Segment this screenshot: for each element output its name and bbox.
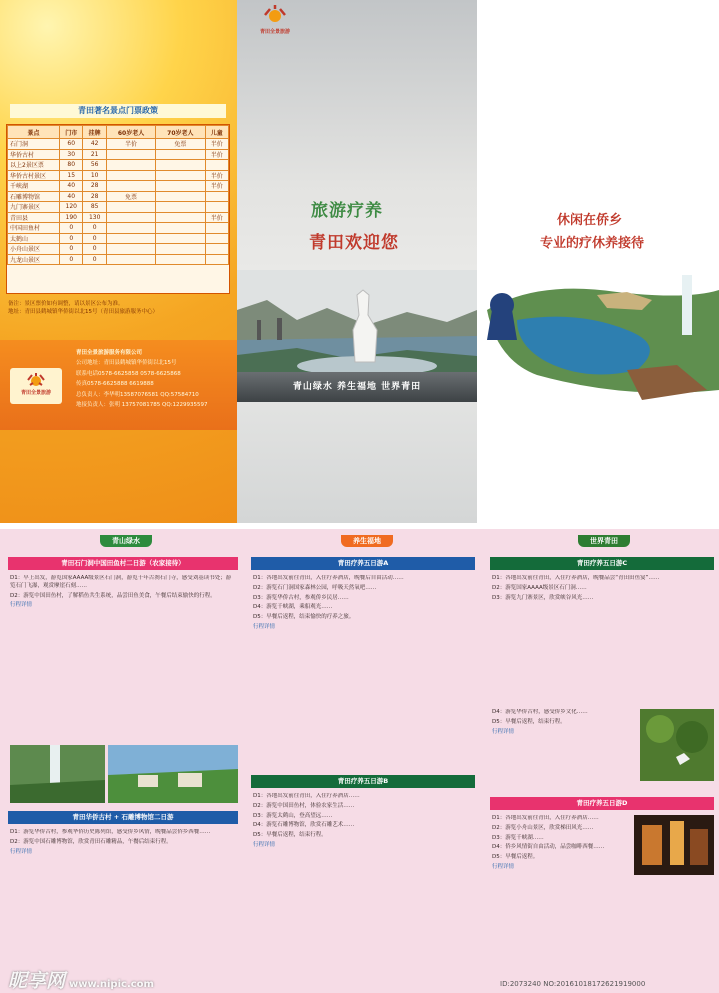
white-slogan-2: 专业的疗休养接待 xyxy=(540,236,645,251)
price-row xyxy=(8,181,229,192)
sun-logo-icon xyxy=(262,4,288,26)
image-id: ID:2073240 NO:20161018172621919000 xyxy=(500,980,646,988)
contact-line: 地接负责人：张明 13757081785 QQ:1229935597 xyxy=(76,402,208,409)
price-cell xyxy=(156,212,205,223)
price-cell: 中国田鱼村 xyxy=(8,223,60,234)
price-row xyxy=(8,212,229,223)
price-cell: 40 xyxy=(60,181,83,192)
price-cell: 0 xyxy=(83,223,106,234)
price-cell: 30 xyxy=(60,149,83,160)
price-cell: 0 xyxy=(83,244,106,255)
route-title: 青田疗养五日游D xyxy=(490,797,714,810)
route-title: 青田疗养五日游B xyxy=(251,775,475,788)
price-table-header xyxy=(8,126,229,139)
price-cell xyxy=(156,160,205,171)
price-header-cell: 门市 xyxy=(60,126,83,139)
contact-line: 总负责人：李华明13587076581 QQ:57584710 xyxy=(76,391,199,398)
route-title: 青田疗养五日游C xyxy=(490,557,714,570)
price-cell: 0 xyxy=(83,254,106,265)
price-row xyxy=(8,149,229,160)
route-paragraph: D3：游览千峡湖…… xyxy=(492,834,544,841)
cover-logo-text: 青田全景旅游 xyxy=(259,29,290,35)
price-cell xyxy=(106,244,155,255)
price-cell xyxy=(156,254,205,265)
price-note: 备注：景区票价如有调整，请以景区公布为准。 xyxy=(8,301,124,307)
price-table xyxy=(7,125,229,265)
price-cell xyxy=(156,181,205,192)
route-detail-link[interactable]: 行程详情 xyxy=(10,848,33,855)
sun-logo-icon xyxy=(26,371,46,389)
price-cell: 40 xyxy=(60,191,83,202)
price-cell xyxy=(205,254,229,265)
itinerary-column-3 xyxy=(482,529,719,993)
price-row xyxy=(8,191,229,202)
route-text xyxy=(253,575,475,765)
route-paragraph: D4：游览华侨古村，感受侨乡文化…… xyxy=(492,709,588,715)
price-cell xyxy=(106,149,155,160)
price-cell: 15 xyxy=(60,170,83,181)
price-cell xyxy=(106,233,155,244)
price-cell xyxy=(156,170,205,181)
company-logo xyxy=(10,368,62,404)
price-row xyxy=(8,244,229,255)
route-text xyxy=(492,575,712,705)
price-cell: 10 xyxy=(83,170,106,181)
price-cell xyxy=(156,233,205,244)
route-text xyxy=(492,709,636,789)
price-cell: 0 xyxy=(60,233,83,244)
price-header-cell: 景点 xyxy=(8,126,60,139)
route-paragraph: D4：侨乡风情街自由活动，品尝咖啡西餐…… xyxy=(492,844,605,851)
price-cell: 免票 xyxy=(156,139,205,150)
price-cell xyxy=(106,254,155,265)
price-cell: 0 xyxy=(60,244,83,255)
price-header-cell: 70岁老人 xyxy=(156,126,205,139)
route-text xyxy=(492,815,630,975)
route-detail-link[interactable]: 行程详情 xyxy=(253,623,276,630)
route-paragraph: D2：游览中国石雕博物馆，欣赏青田石雕精品，午餐后结束行程。 xyxy=(10,838,172,845)
price-cell: 半价 xyxy=(205,181,229,192)
price-cell: 华侨古村景区 xyxy=(8,170,60,181)
price-row xyxy=(8,254,229,265)
route-text xyxy=(10,829,236,979)
price-cell: 0 xyxy=(60,223,83,234)
price-cell xyxy=(106,223,155,234)
price-cell: 21 xyxy=(83,149,106,160)
cover-logo xyxy=(255,4,295,44)
price-row xyxy=(8,223,229,234)
price-title: 青田著名景点门票政策 xyxy=(10,104,226,118)
route-paragraph: D2：游览石门洞国家森林公园，呼吸天然氧吧…… xyxy=(253,584,377,591)
price-cell: 九龙山景区 xyxy=(8,254,60,265)
price-cell: 小舟山景区 xyxy=(8,244,60,255)
price-cell: 85 xyxy=(83,202,106,213)
contact-line: 传真0578-6625888 6619888 xyxy=(76,381,154,388)
route-paragraph: D1：各地出发前往青田，入住疗养酒店，晚餐品尝“青田田鱼宴”…… xyxy=(492,575,660,581)
cover-slogan-2: 青田欢迎您 xyxy=(309,233,399,253)
route-paragraph: D5：早餐后返程，结束行程。 xyxy=(253,832,327,839)
white-panel xyxy=(477,0,719,523)
price-cell: 0 xyxy=(83,233,106,244)
price-cell xyxy=(106,181,155,192)
price-cell: 以上2景区票 xyxy=(8,160,60,171)
price-cell xyxy=(156,223,205,234)
company-name: 青田全景旅游服务有限公司 xyxy=(76,350,143,356)
watermark xyxy=(8,966,154,993)
route-paragraph: D2：游览中国田鱼村，体验农家生活…… xyxy=(253,802,355,809)
price-cell xyxy=(106,202,155,213)
night-street-photo xyxy=(634,815,714,875)
price-cell: 华侨古村 xyxy=(8,149,60,160)
price-row xyxy=(8,202,229,213)
column-tab: 世界青田 xyxy=(578,535,630,547)
village-photo xyxy=(108,745,238,803)
price-cell: 80 xyxy=(60,160,83,171)
price-row xyxy=(8,233,229,244)
price-cell xyxy=(205,160,229,171)
price-cell: 九门寨景区 xyxy=(8,202,60,213)
route-paragraph: D2：游览国家AAAA级景区石门洞…… xyxy=(492,584,587,591)
column-tab: 养生福地 xyxy=(341,535,393,547)
route-detail-link[interactable]: 行程详情 xyxy=(492,863,515,870)
itinerary-column-2 xyxy=(245,529,482,993)
price-row xyxy=(8,160,229,171)
price-cell: 130 xyxy=(83,212,106,223)
price-cell xyxy=(205,191,229,202)
route-paragraph: D1：各地出发前往青田，入住疗养酒店，晚餐后自由活动…… xyxy=(253,575,404,581)
price-cell xyxy=(106,160,155,171)
route-paragraph: D1：各地出发前往青田，入住疗养酒店…… xyxy=(492,815,599,821)
price-header-cell: 挂牌 xyxy=(83,126,106,139)
price-cell xyxy=(156,149,205,160)
route-title: 青田疗养五日游A xyxy=(251,557,475,570)
price-cell: 太鹤山 xyxy=(8,233,60,244)
price-cell xyxy=(205,202,229,213)
route-paragraph: D5：早餐后返程。 xyxy=(492,854,539,861)
price-cell: 半价 xyxy=(205,170,229,181)
price-row xyxy=(8,139,229,150)
price-cell: 28 xyxy=(83,181,106,192)
route-title: 青田华侨古村 + 石雕博物馆二日游 xyxy=(8,811,238,824)
price-row xyxy=(8,170,229,181)
price-cell: 190 xyxy=(60,212,83,223)
route-paragraph: D4：游览千峡湖，乘船观光…… xyxy=(253,604,333,611)
orange-panel xyxy=(0,0,237,523)
route-paragraph: D3：游览太鹤山，登高望远…… xyxy=(253,812,333,819)
price-cell: 42 xyxy=(83,139,106,150)
price-cell: 0 xyxy=(60,254,83,265)
route-title: 青田石门洞中国田鱼村二日游（农家接待） xyxy=(8,557,238,570)
route-paragraph: D1：早上出发，游览国家AAAA级景区石门洞，游览千年古刹石门寺，感受刘基读书处；游览石门飞瀑，观赏摩崖石刻…… xyxy=(10,575,232,589)
cover-slogan-1: 旅游疗养 xyxy=(311,201,383,221)
price-cell: 青田县 xyxy=(8,212,60,223)
contact-line: 联系电话0578-6625858 0578-6625868 xyxy=(76,370,181,377)
lake-village-photo xyxy=(477,270,719,410)
company-info xyxy=(76,348,234,410)
price-cell: 120 xyxy=(60,202,83,213)
route-paragraph: D3：游览九门寨景区，欣赏峡谷风光…… xyxy=(492,594,594,601)
route-paragraph: D5：早餐后返程，结束行程。 xyxy=(492,718,566,725)
route-paragraph: D1：各地出发前往青田，入住疗养酒店…… xyxy=(253,793,360,799)
price-cell: 半价 xyxy=(205,212,229,223)
price-notes xyxy=(8,300,228,316)
price-cell: 56 xyxy=(83,160,106,171)
price-cell xyxy=(205,244,229,255)
watermark-url: www.nipic.com xyxy=(69,979,154,990)
price-header-cell: 60岁老人 xyxy=(106,126,155,139)
price-header-cell: 儿童 xyxy=(205,126,229,139)
price-cell: 千峡湖 xyxy=(8,181,60,192)
route-detail-link[interactable]: 行程详情 xyxy=(253,841,276,848)
gray-cover-panel xyxy=(237,0,477,523)
company-strip xyxy=(0,340,237,430)
price-cell xyxy=(205,223,229,234)
price-cell: 60 xyxy=(60,139,83,150)
price-cell xyxy=(106,212,155,223)
price-cell: 免票 xyxy=(106,191,155,202)
price-cell xyxy=(205,233,229,244)
route-paragraph: D4：游览石雕博物馆，欣赏石雕艺术…… xyxy=(253,822,355,829)
price-cell: 石门洞 xyxy=(8,139,60,150)
company-address: 公司地址：青田县鹤城镇华侨街以北15号 xyxy=(76,360,177,367)
price-cell: 半价 xyxy=(106,139,155,150)
white-slogan-1: 休闲在侨乡 xyxy=(557,213,623,228)
waterfall-photo xyxy=(10,745,105,803)
route-paragraph: D5：早餐后返程，结束愉快的疗养之旅。 xyxy=(253,614,355,621)
watermark-text: 昵享网 xyxy=(8,970,66,992)
price-cell xyxy=(156,202,205,213)
cover-banner: 青山绿水 养生福地 世界青田 xyxy=(237,372,477,402)
route-paragraph: D1：游览华侨古村，参观华侨历史陈列馆，感受侨乡风情，晚餐品尝侨乡西餐…… xyxy=(10,829,211,835)
forest-photo xyxy=(640,709,714,781)
route-detail-link[interactable]: 行程详情 xyxy=(492,728,515,735)
price-cell: 半价 xyxy=(205,149,229,160)
itinerary-column-1 xyxy=(0,529,245,993)
price-cell xyxy=(156,191,205,202)
price-cell xyxy=(106,170,155,181)
price-cell xyxy=(156,244,205,255)
column-tab: 青山绿水 xyxy=(100,535,152,547)
route-paragraph: D3：游览华侨古村，参观侨乡民居…… xyxy=(253,594,349,601)
itinerary-spread xyxy=(0,529,719,993)
price-cell: 石雕博物馆 xyxy=(8,191,60,202)
price-cell: 28 xyxy=(83,191,106,202)
price-cell: 半价 xyxy=(205,139,229,150)
route-detail-link[interactable]: 行程详情 xyxy=(10,602,33,609)
route-text xyxy=(253,793,475,983)
price-note: 地址：青田县鹤城镇华侨街以北15号（青田县旅游服务中心） xyxy=(8,309,159,315)
route-paragraph: D2：游览小舟山景区，欣赏梯田风光…… xyxy=(492,824,594,831)
logo-text: 青田全景旅游 xyxy=(20,390,51,396)
price-table-box xyxy=(6,124,230,294)
route-text xyxy=(10,575,236,735)
price-table-body xyxy=(8,139,229,265)
route-paragraph: D2：游览中国田鱼村，了解稻鱼共生系统，品尝田鱼美食，午餐后结束愉快的行程。 xyxy=(10,592,216,599)
